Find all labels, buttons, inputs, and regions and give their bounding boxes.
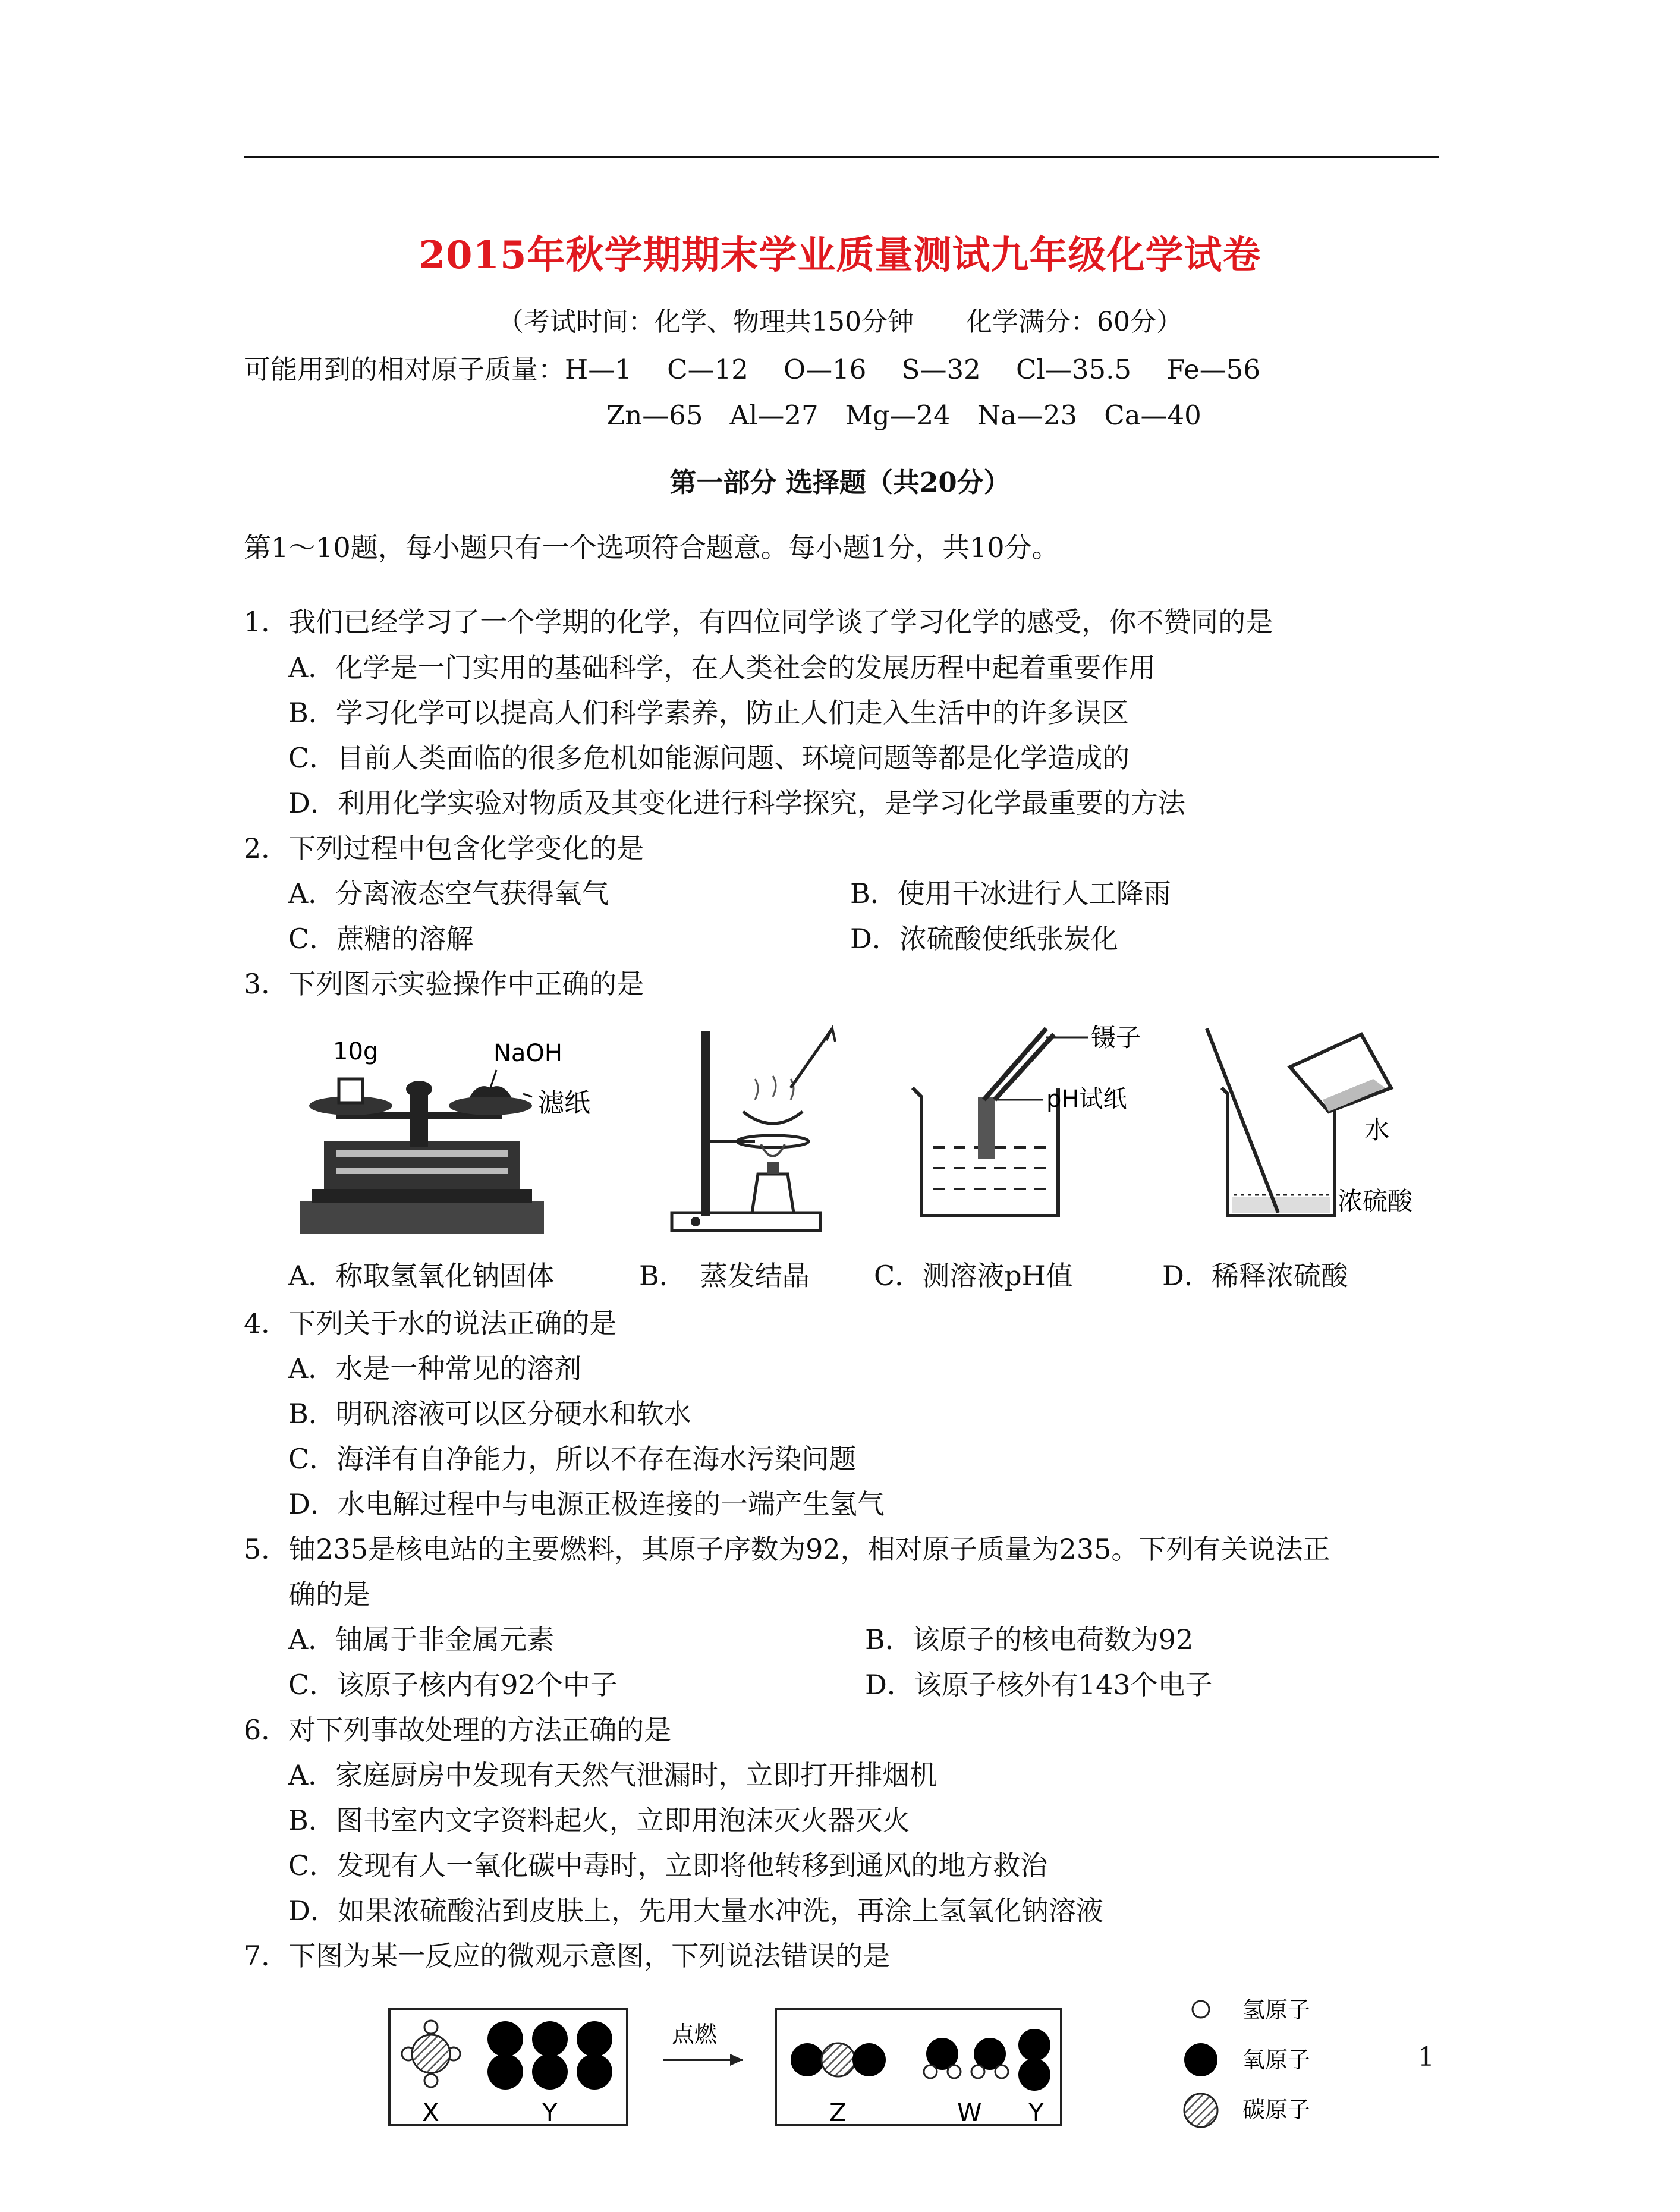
label-z: Z: [829, 2098, 847, 2127]
question-5-option-c: C．该原子核内有92个中子: [288, 1669, 618, 1701]
balance-figure: [300, 1022, 609, 1242]
question-5-option-b: B．该原子的核电荷数为92: [865, 1623, 1194, 1656]
question-6-option-b: B．图书室内文字资料起火，立即用泡沫灭火器灭火: [288, 1804, 910, 1836]
question-4-option-a: A．水是一种常见的溶剂: [288, 1352, 582, 1385]
question-1-option-c: C．目前人类面临的很多危机如能源问题、环境问题等都是化学造成的: [288, 742, 1130, 774]
legend-oxygen: 氧原子: [1242, 2047, 1311, 2073]
question-5-option-d: D．该原子核外有143个电子: [865, 1669, 1213, 1701]
question-1-option-b: B．学习化学可以提高人们科学素养，防止人们走入生活中的许多误区: [288, 697, 1129, 729]
question-4-option-b: B．明矾溶液可以区分硬水和软水: [288, 1398, 691, 1430]
naoh-label: NaOH: [493, 1040, 562, 1067]
question-5-option-a: A．铀属于非金属元素: [288, 1623, 555, 1656]
question-1-option-a: A．化学是一门实用的基础科学，在人类社会的发展历程中起着重要作用: [288, 652, 1156, 684]
legend-carbon: 碳原子: [1242, 2097, 1311, 2123]
question-6-option-d: D．如果浓硫酸沾到皮肤上，先用大量水冲洗，再涂上氢氧化钠溶液: [288, 1895, 1103, 1927]
question-3-caption-b: B． 蒸发结晶: [639, 1260, 810, 1292]
question-2-option-b: B．使用干冰进行人工降雨: [850, 877, 1171, 910]
section-instruction: 第1～10题，每小题只有一个选项符合题意。每小题1分，共10分。: [244, 531, 1059, 564]
question-6-stem: 6．对下列事故处理的方法正确的是: [244, 1714, 672, 1746]
page-number: 1: [1418, 2042, 1434, 2072]
label-x: X: [422, 2098, 439, 2127]
exam-info: （考试时间：化学、物理共150分钟 化学满分：60分）: [498, 307, 1182, 337]
question-7-stem: 7．下图为某一反应的微观示意图，下列说法错误的是: [244, 1940, 891, 1972]
question-5-stem-line-2: 确的是: [288, 1578, 370, 1610]
question-2-stem: 2．下列过程中包含化学变化的是: [244, 832, 644, 864]
question-6-option-c: C．发现有人一氧化碳中毒时，立即将他转移到通风的地方救治: [288, 1849, 1048, 1881]
question-4-option-c: C．海洋有自净能力，所以不存在海水污染问题: [288, 1443, 857, 1475]
question-1-stem: 1．我们已经学习了一个学期的化学，有四位同学谈了学习化学的感受，你不赞同的是: [244, 606, 1273, 638]
question-4-option-d: D．水电解过程中与电源正极连接的一端产生氢气: [288, 1488, 885, 1520]
header-rule: [244, 156, 1439, 158]
evaporation-figure: [654, 1022, 856, 1248]
question-4-stem: 4．下列关于水的说法正确的是: [244, 1307, 617, 1339]
question-3-caption-a: A．称取氢氧化钠固体: [288, 1260, 555, 1292]
label-y-left: Y: [542, 2098, 558, 2127]
question-3-stem: 3．下列图示实验操作中正确的是: [244, 968, 644, 1000]
atomic-masses-line-2: Zn—65 Al—27 Mg—24 Na—23 Ca—40: [606, 399, 1201, 431]
question-5-stem-line-1: 5．铀235是核电站的主要燃料，其原子序数为92，相对原子质量为235。下列有关说法正: [244, 1533, 1330, 1565]
ph-test-figure: [901, 1022, 1180, 1231]
legend-hydrogen: 氢原子: [1242, 1997, 1311, 2023]
question-2-option-c: C．蔗糖的溶解: [288, 923, 474, 955]
ph-paper-label: pH试纸: [1046, 1085, 1127, 1113]
weight-label: 10g: [333, 1038, 379, 1065]
section-title: 第一部分 选择题（共20分）: [669, 467, 1011, 498]
question-2-option-a: A．分离液态空气获得氧气: [288, 877, 609, 910]
label-w: W: [957, 2098, 982, 2127]
label-y-right: Y: [1028, 2098, 1044, 2127]
condition-label: 点燃: [672, 2021, 718, 2047]
question-1-option-d: D．利用化学实验对物质及其变化进行科学探究，是学习化学最重要的方法: [288, 787, 1185, 819]
acid-label: 浓硫酸: [1338, 1187, 1413, 1216]
tweezers-label: 镊子: [1091, 1023, 1141, 1052]
water-label: 水: [1364, 1115, 1390, 1144]
question-3-caption-d: D．稀释浓硫酸: [1162, 1260, 1348, 1292]
question-2-option-d: D．浓硫酸使纸张炭化: [850, 923, 1118, 955]
atomic-masses-line-1: 可能用到的相对原子质量：H—1 C—12 O—16 S—32 Cl—35.5 Fe—56: [244, 354, 1261, 385]
filter-paper-label: 滤纸: [538, 1088, 590, 1118]
question-3-caption-c: C．测溶液pH值: [874, 1260, 1073, 1292]
reaction-diagram: [386, 1986, 1326, 2146]
dilution-figure: [1195, 1022, 1445, 1231]
exam-title: 2015年秋学期期末学业质量测试九年级化学试卷: [419, 233, 1261, 278]
question-6-option-a: A．家庭厨房中发现有天然气泄漏时，立即打开排烟机: [288, 1759, 937, 1791]
